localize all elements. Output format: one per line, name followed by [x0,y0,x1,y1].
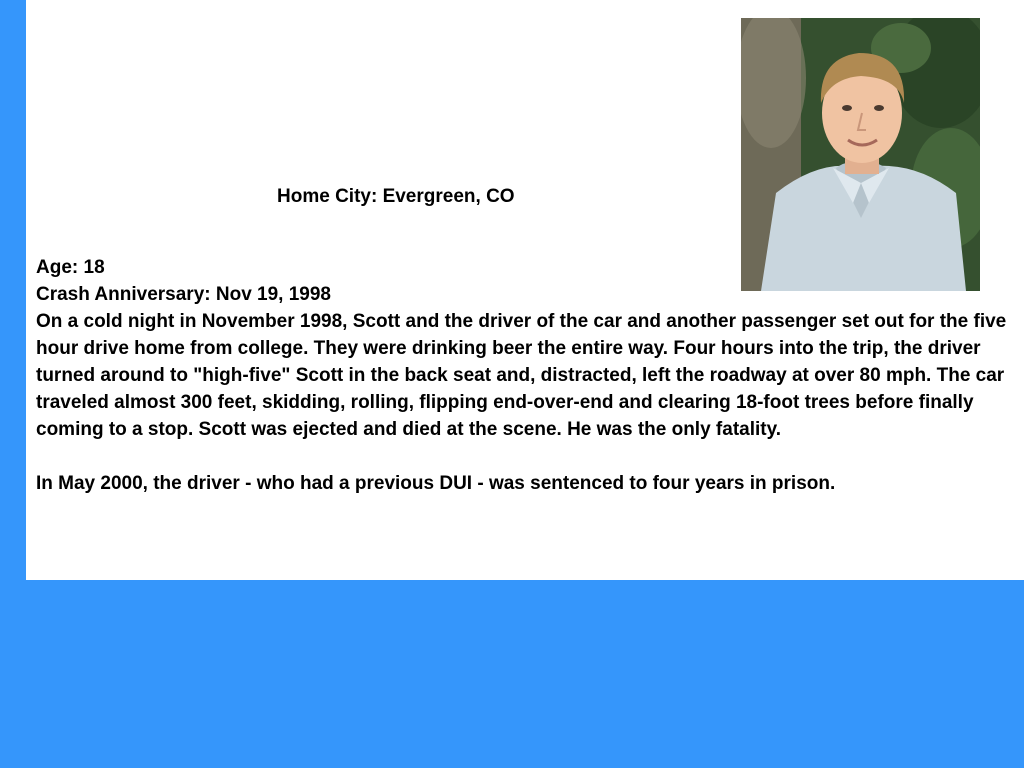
portrait-photo [741,18,980,291]
slide-panel [26,0,1024,580]
paragraph-gap [36,443,1016,470]
home-city: Home City: Evergreen, CO [277,186,515,207]
crash-anniversary-line: Crash Anniversary: Nov 19, 1998 [36,284,332,305]
profile-body [36,254,1016,497]
age-line: Age: 18 [36,257,105,278]
story-paragraph: On a cold night in November 1998, Scott and the driver of the car and another passenger set out for the five hour drive home from college. They were drinking beer the entire way. Four hours into the trip, the driver turned around to "high-five" Scott in the back seat and, distracted, left the roadway at over 80 mph. The car traveled almost 300 feet, skidding, rolling, flipping end-over-end and clearing 18-foot trees before finally coming to a stop. Scott was ejected and died at the scene. He was the only fatality. [36,311,1007,440]
sentence-paragraph: In May 2000, the driver - who had a previous DUI - was sentenced to four years in prison. [36,473,836,494]
